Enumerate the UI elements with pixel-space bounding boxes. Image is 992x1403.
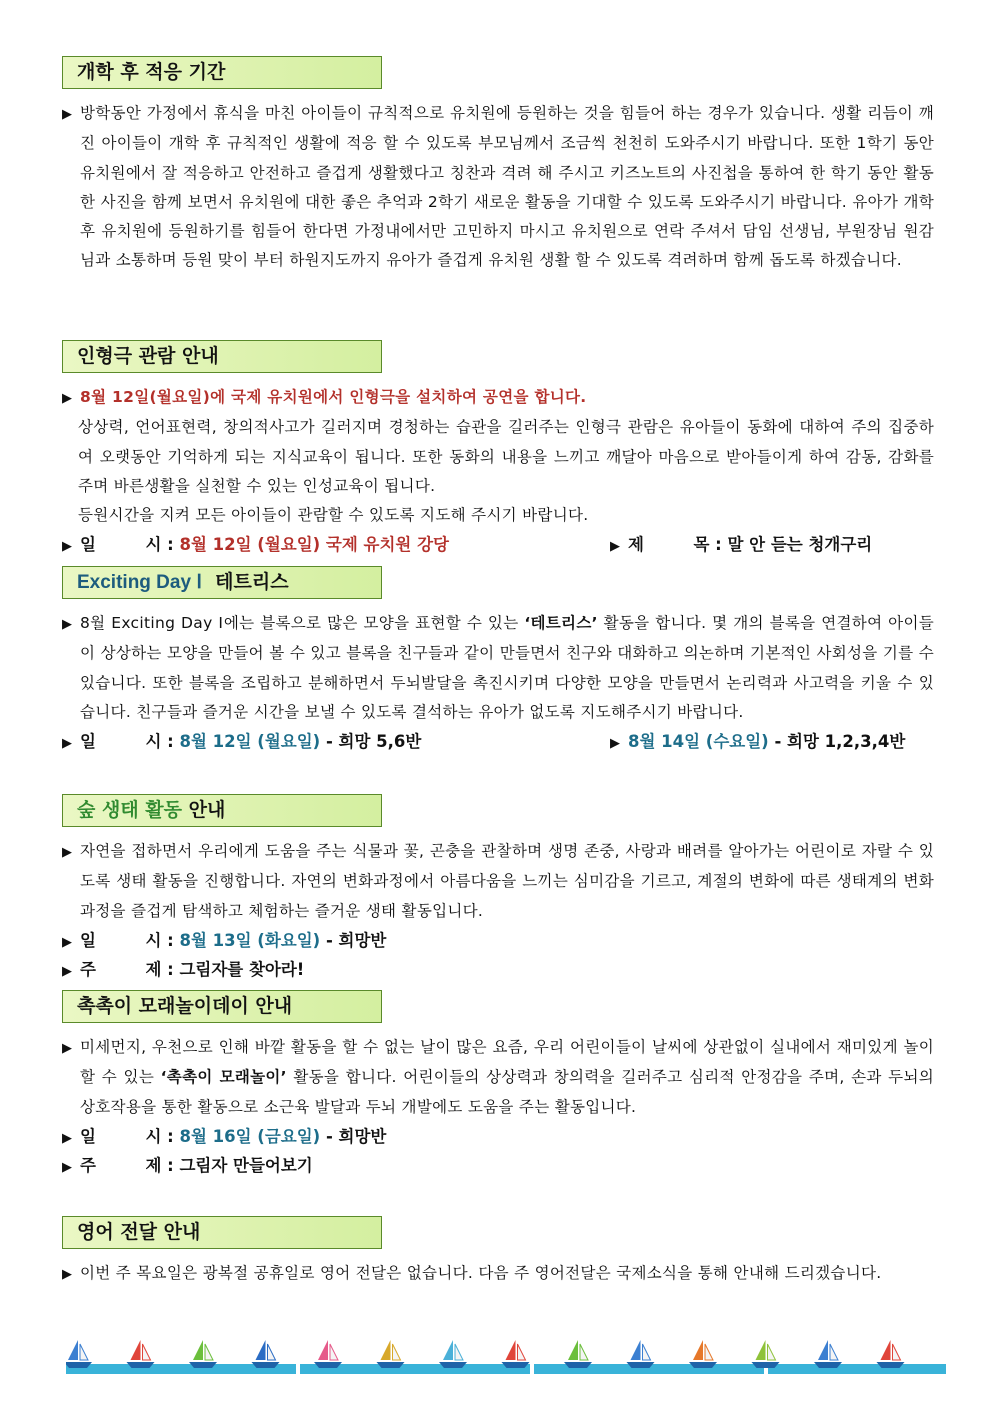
sailboat-border-icon [66, 1336, 946, 1376]
date-label: 일 시 : [80, 1126, 174, 1146]
body-pre: 8월 Exciting Day Ⅰ에는 블록으로 많은 모양을 표현할 수 있는 [80, 614, 525, 632]
date-label: 일 시 : [80, 535, 174, 555]
sailboat-icon [66, 1340, 92, 1368]
date-value: 8월 12일 (월요일) 국제 유치원 강당 [179, 535, 449, 555]
body-emphasis: ‘촉촉이 모래놀이’ [160, 1068, 287, 1087]
title-info [610, 530, 872, 561]
sailboat-icon [189, 1340, 217, 1368]
body-emphasis: ‘테트리스’ [524, 614, 598, 632]
sailboat-icon [689, 1340, 717, 1368]
sailboat-icon [814, 1340, 842, 1368]
sailboat-icon [377, 1340, 405, 1368]
class-value: - 희망반 [320, 930, 387, 950]
class-value: - 희망반 [320, 1126, 387, 1146]
info-line [62, 530, 934, 559]
arrow-icon: ▶ [62, 1041, 73, 1056]
sailboat-icon [877, 1340, 905, 1368]
class-value-2: - 희망 1,2,3,4반 [768, 732, 906, 752]
sailboat-icon [439, 1340, 467, 1368]
section-body [62, 413, 934, 501]
info-line-theme [62, 955, 934, 984]
date-value: 8월 12일 (월요일) [179, 732, 321, 752]
arrow-icon: ▶ [62, 1267, 73, 1282]
title-value: 말 안 듣는 청개구리 [727, 535, 873, 555]
arrow-icon: ▶ [62, 107, 73, 122]
date-value: 8월 16일 (금요일) [179, 1126, 321, 1146]
body-text: 방학동안 가정에서 휴식을 마친 아이들이 규칙적으로 유치원에 등원하는 것을 힘들어 하는 경우가 있습니다. 생활 리듬이 깨진 아이들이 개학 후 규칙적인 생활에 적응 할 수 있도록 부모님께서 조금씩 천천히 도와주시기 바랍니다. 또한 1학기 동안 유치원에서 잘 적응하고 안전하고 즐겁게 생활했다고 칭찬과 격려 해 주시고 키즈노트의 사진첩을 통하여 한 학기 동안 활동한 사진을 함께 보면서 유치원에 대한 좋은 추억과 2학기 새로운 활동을 기대할 수 있도록 도와주시기 바랍니다. 유아가 개학 후 유치원에 등원하기를 힘들어 한다면 가정내에서만 고민하지 마시고 유치원으로 연락 주셔서 담임 선생님, 부원장님 원감님과 소통하며 등원 맞이 부터 하원지도까지 유아가 즐겁게 유치원 생활 할 수 있도록 격려하며 함께 돕도록 하겠습니다. [80, 104, 934, 270]
date-label: 일 시 : [80, 930, 174, 950]
arrow-icon: ▶ [62, 391, 73, 406]
section-body [62, 1259, 934, 1289]
section-heading: 촉촉이 모래놀이데이 안내 [62, 990, 382, 1023]
arrow-icon: ▶ [62, 845, 73, 860]
arrow-icon: ▶ [62, 934, 72, 950]
section-heading: 영어 전달 안내 [62, 1216, 382, 1249]
section-body [62, 99, 934, 276]
info-line-theme [62, 1151, 934, 1180]
section-heading [62, 566, 382, 599]
body-text: 이번 주 목요일은 광복절 공휴일로 영어 전달은 없습니다. 다음 주 영어전달은 국제소식을 통해 안내해 드리겠습니다. [80, 1264, 882, 1282]
sailboat-icon [564, 1340, 592, 1368]
sailboat-icon [314, 1340, 342, 1368]
body-text: 상상력, 언어표현력, 창의적사고가 길러지며 경청하는 습관을 길러주는 인형극 관람은 유아들이 동화에 대하여 주의 집중하여 오랫동안 기억하게 되는 지식교육이 됩니다. 또한 동화의 내용을 느끼고 깨달아 마음으로 받아들이게 하여 감동, 감화를 주며 바른생활을 실천할 수 있는 인성교육이 됩니다. [78, 418, 934, 495]
section-body [62, 609, 934, 727]
section-adaptation [62, 56, 934, 276]
sailboat-icon [752, 1340, 780, 1368]
body-text-2: 등원시간을 지켜 모든 아이들이 관람할 수 있도록 지도해 주시기 바랍니다. [78, 506, 589, 525]
arrow-icon: ▶ [62, 617, 73, 632]
section-body [62, 1033, 934, 1122]
heading-b: 안내 [182, 799, 226, 821]
section-sand-play [62, 990, 934, 1180]
arrow-icon: ▶ [610, 736, 620, 752]
highlight-text: 8월 12일(월요일)에 국제 유치원에서 인형극을 설치하여 공연을 합니다. [80, 388, 587, 406]
body-text: 자연을 접하면서 우리에게 도움을 주는 식물과 꽃, 곤충을 관찰하며 생명 존중, 사랑과 배려를 알아가는 어린이로 자랄 수 있도록 생태 활동을 진행합니다. 자연의 변화과정에서 아름다움을 느끼는 심미감을 기르고, 계절의 변화에 따른 생태계의 변화과정을 즐겁게 탐색하고 체험하는 즐거운 생태 활동입니다. [80, 842, 934, 920]
body-post: 활동을 합니다. 어린이들의 상상력과 창의력을 길러주고 심리적 안정감을 주며, 손과 두뇌의 상호작용을 통한 활동으로 소근육 발달과 두뇌 개발에도 도움을 주는 활동입니다. [80, 1068, 934, 1116]
water-band [768, 1364, 946, 1374]
arrow-icon: ▶ [62, 539, 72, 555]
arrow-icon: ▶ [62, 963, 72, 979]
heading-a: 숲 생태 활동 [77, 799, 182, 821]
info-line [62, 727, 934, 756]
second-date-info [610, 727, 905, 758]
body-post: 활동을 합니다. 몇 개의 블록을 연결하여 아이들이 상상하는 모양을 만들어 볼 수 있고 블록을 친구들과 같이 만들면서 친구와 대화하고 의논하며 기본적인 사회성을 기를 수 있습니다. 또한 블록을 조립하고 분해하면서 두뇌발달을 촉진시키며 다양한 모양을 만들면서 논리력과 사고력을 키울 수 있습니다. 친구들과 즐거운 시간을 보낼 수 있도록 결석하는 유아가 없도록 지도해주시기 바랍니다. [80, 614, 934, 721]
heading-ko: 테트리스 [215, 571, 289, 593]
theme-value: 그림자 만들어보기 [179, 1155, 313, 1175]
class-value: - 희망 5,6반 [320, 732, 422, 752]
date-value: 8월 13일 (화요일) [179, 930, 321, 950]
sailboat-icon [252, 1340, 280, 1368]
section-heading: 개학 후 적응 기간 [62, 56, 382, 89]
arrow-icon: ▶ [62, 1130, 72, 1146]
sailboat-icon [127, 1340, 155, 1368]
highlight-line [62, 383, 934, 413]
arrow-icon: ▶ [610, 539, 620, 555]
section-puppet-show [62, 340, 934, 559]
theme-value: 그림자를 찾아라! [179, 959, 305, 979]
section-english [62, 1216, 934, 1289]
info-line-date [62, 1122, 934, 1151]
section-forest-ecology [62, 794, 934, 984]
sailboat-icon [627, 1340, 655, 1368]
arrow-icon: ▶ [62, 1159, 72, 1175]
theme-label: 주 제 : [80, 1155, 174, 1175]
info-line-date [62, 926, 934, 955]
section-body [62, 837, 934, 926]
section-exciting-day [62, 566, 934, 756]
body-pre: 미세먼지, 우천으로 인해 바깥 활동을 할 수 없는 날이 많은 요즘, 우리 어린이들이 날씨에 상관없이 실내에서 재미있게 놀이할 수 있는 [80, 1038, 934, 1087]
section-heading [62, 794, 382, 827]
arrow-icon: ▶ [62, 736, 72, 752]
title-label: 제 목 : [628, 535, 722, 555]
heading-en: Exciting Day Ⅰ [77, 572, 202, 593]
date-label: 일 시 : [80, 732, 174, 752]
sailboat-icon [502, 1340, 530, 1368]
section-body-2 [62, 501, 934, 530]
section-heading: 인형극 관람 안내 [62, 340, 382, 373]
theme-label: 주 제 : [80, 959, 174, 979]
date-value-2: 8월 14일 (수요일) [628, 732, 769, 752]
